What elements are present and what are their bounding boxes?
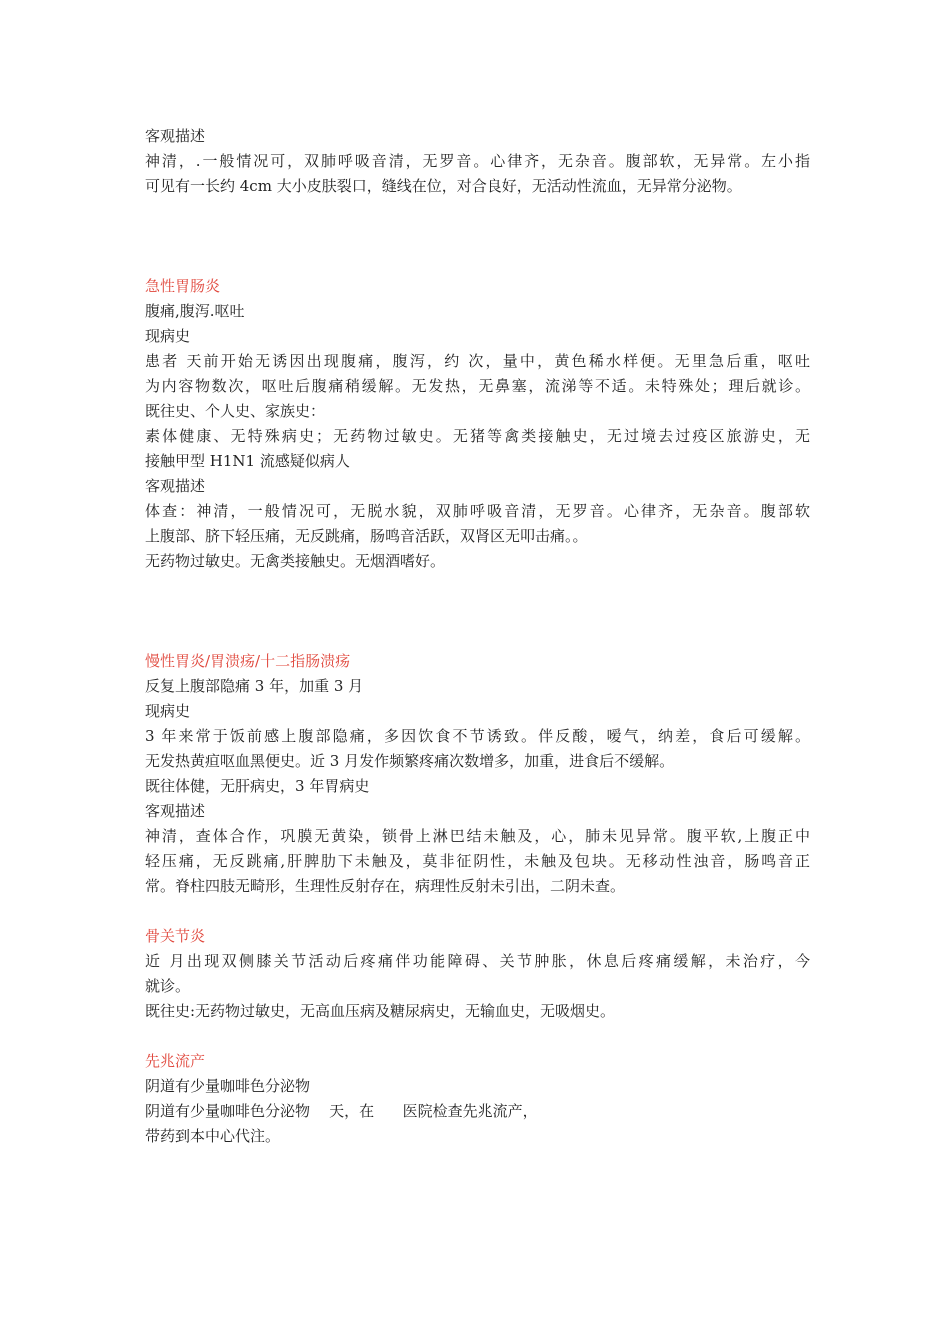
subheading-history: 现病史: [145, 327, 191, 345]
section-heading: 急性胃肠炎: [145, 277, 221, 295]
paragraph-line: 带药到本中心代注。: [145, 1127, 281, 1145]
chief-complaint: 反复上腹部隐痛 3 年，加重 3 月: [145, 677, 364, 695]
paragraph-line: 3 年来常于饭前感上腹部隐痛，多因饮食不节诱致。伴反酸，嗳气，纳差，食后可缓解。: [145, 727, 810, 745]
paragraph-line: 阴道有少量咖啡色分泌物 天，在 医院检查先兆流产，: [145, 1102, 538, 1120]
paragraph-line: 神清，查体合作，巩膜无黄染，锁骨上淋巴结未触及，心，肺未见异常。腹平软,上腹正中: [145, 827, 810, 845]
document-page: [145, 124, 810, 1149]
paragraph-line: 体查：神清，一般情况可，无脱水貌，双肺呼吸音清，无罗音。心律齐，无杂音。腹部软: [145, 502, 810, 520]
paragraph-line: 既往史:无药物过敏史，无高血压病及糖尿病史，无输血史，无吸烟史。: [145, 1002, 616, 1020]
paragraph-line: 无发热黄疸呕血黑便史。近 3 月发作频繁疼痛次数增多，加重，进食后不缓解。: [145, 752, 675, 770]
section-heading: 慢性胃炎/胃溃疡/十二指肠溃疡: [145, 652, 351, 670]
paragraph-line: 无药物过敏史。无禽类接触史。无烟酒嗜好。: [145, 552, 446, 570]
section-chronic-gastritis: [145, 649, 810, 899]
paragraph-line: 接触甲型 H1N1 流感疑似病人: [145, 452, 350, 470]
paragraph-line: 既往体健，无肝病史，3 年胃病史: [145, 777, 370, 795]
section-acute-gastroenteritis: [145, 274, 810, 574]
section-heading: 先兆流产: [145, 1052, 206, 1070]
section-osteoarthritis: [145, 924, 810, 1024]
paragraph-line: 素体健康、无特殊病史；无药物过敏史。无猪等禽类接触史，无过境去过疫区旅游史，无: [145, 427, 810, 445]
paragraph-line: 神清，.一般情况可，双肺呼吸音清，无罗音。心律齐，无杂音。腹部软，无异常。左小指: [145, 152, 810, 170]
subheading-history: 现病史: [145, 702, 191, 720]
paragraph-line: 常。脊柱四肢无畸形，生理性反射存在，病理性反射未引出，二阴未查。: [145, 877, 626, 895]
subheading-objective: 客观描述: [145, 127, 206, 145]
section-heading: 骨关节炎: [145, 927, 206, 945]
subheading-past-history: 既往史、个人史、家族史：: [145, 402, 326, 420]
chief-complaint: 腹痛,腹泻.呕吐: [145, 302, 245, 320]
section-threatened-abortion: [145, 1049, 810, 1149]
chief-complaint: 阴道有少量咖啡色分泌物: [145, 1077, 311, 1095]
paragraph-line: 就诊。: [145, 977, 191, 995]
paragraph-line: 轻压痛，无反跳痛,肝脾肋下未触及，莫非征阴性，未触及包块。无移动性浊音，肠鸣音正: [145, 852, 810, 870]
paragraph-line: 患者 天前开始无诱因出现腹痛，腹泻，约 次，量中，黄色稀水样便。无里急后重，呕吐: [145, 352, 810, 370]
paragraph-line: 可见有一长约 4cm 大小皮肤裂口，缝线在位，对合良好，无活动性流血，无异常分泌物。: [145, 177, 742, 195]
paragraph-line: 上腹部、脐下轻压痛，无反跳痛，肠鸣音活跃，双肾区无叩击痛。。: [145, 527, 588, 545]
paragraph-line: 近 月出现双侧膝关节活动后疼痛伴功能障碍、关节肿胀，休息后疼痛缓解，未治疗，今: [145, 952, 810, 970]
subheading-objective: 客观描述: [145, 802, 206, 820]
subheading-objective: 客观描述: [145, 477, 206, 495]
paragraph-line: 为内容物数次，呕吐后腹痛稍缓解。无发热，无鼻塞，流涕等不适。未特殊处；理后就诊。: [145, 377, 810, 395]
section-wound-exam: [145, 124, 810, 199]
